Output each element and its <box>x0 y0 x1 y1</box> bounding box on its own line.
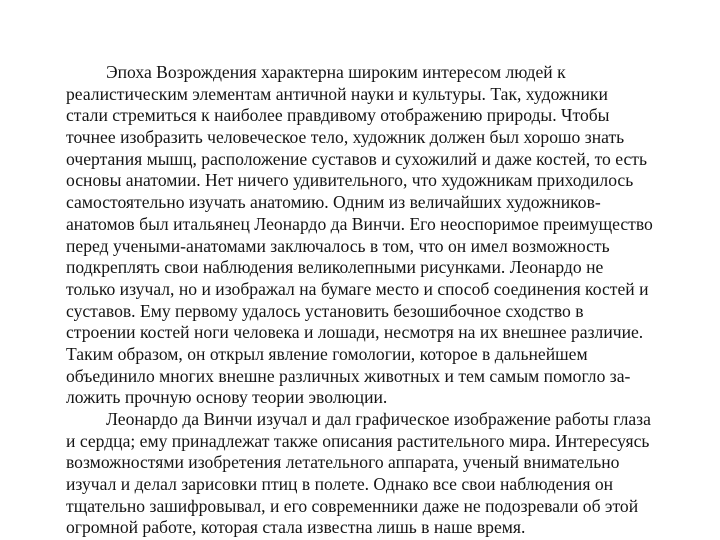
text-line: тщательно зашифровывал, и его современники даже не подозревали об этой <box>66 495 639 516</box>
text-line: и сердца; ему принадлежат также описания растительного мира. Интересуясь <box>66 430 650 451</box>
text-line: основы анатомии. Нет ничего удивительного, что художникам приходилось <box>66 170 634 191</box>
text-line: перед учеными-анатомами заключалось в том, что он имел возможность <box>66 235 610 256</box>
text-line: объединило многих внешне различных животных и тем самым помогло за- <box>66 365 631 386</box>
text-line: точнее изобразить человеческое тело, художник должен был хорошо знать <box>66 127 625 148</box>
text-line: подкреплять свои наблюдения великолепными рисунками. Леонардо не <box>66 257 604 278</box>
text-line: самостоятельно изучать анатомию. Одним из величайших художников- <box>66 192 601 213</box>
paragraph-leonardo-studies <box>66 409 666 539</box>
text-line: огромной работе, которая стала известна лишь в наше время. <box>66 517 526 538</box>
text-line: Леонардо да Винчи изучал и дал графическое изображение работы глаза <box>106 409 651 429</box>
text-line: очертания мышц, расположение суставов и сухожилий и даже костей, то есть <box>66 148 647 169</box>
text-body <box>66 62 666 539</box>
text-line: анатомов был итальянец Леонардо да Винчи. Его неоспоримое преимущество <box>66 213 653 234</box>
paragraph-renaissance-anatomy <box>66 62 666 409</box>
text-line: стали стремиться к наиболее правдивому отображению природы. Чтобы <box>66 105 610 126</box>
text-line: только изучал, но и изображал на бумаге место и способ соединения костей и <box>66 278 649 299</box>
text-line: возможностями изобретения летательного аппарата, ученый внимательно <box>66 452 620 473</box>
text-line: изучал и делал зарисовки птиц в полете. Однако все свои наблюдения он <box>66 474 614 495</box>
text-line: Эпоха Возрождения характерна широким интересом людей к <box>106 62 566 82</box>
text-line: строении костей ноги человека и лошади, несмотря на их внешнее различие. <box>66 322 644 343</box>
text-line: суставов. Ему первому удалось установить безошибочное сходство в <box>66 300 584 321</box>
text-line: Таким образом, он открыл явление гомологии, которое в дальнейшем <box>66 343 588 364</box>
text-line: ложить прочную основу теории эволюции. <box>66 387 388 408</box>
text-line: реалистическим элементам античной науки и культуры. Так, художники <box>66 83 608 104</box>
